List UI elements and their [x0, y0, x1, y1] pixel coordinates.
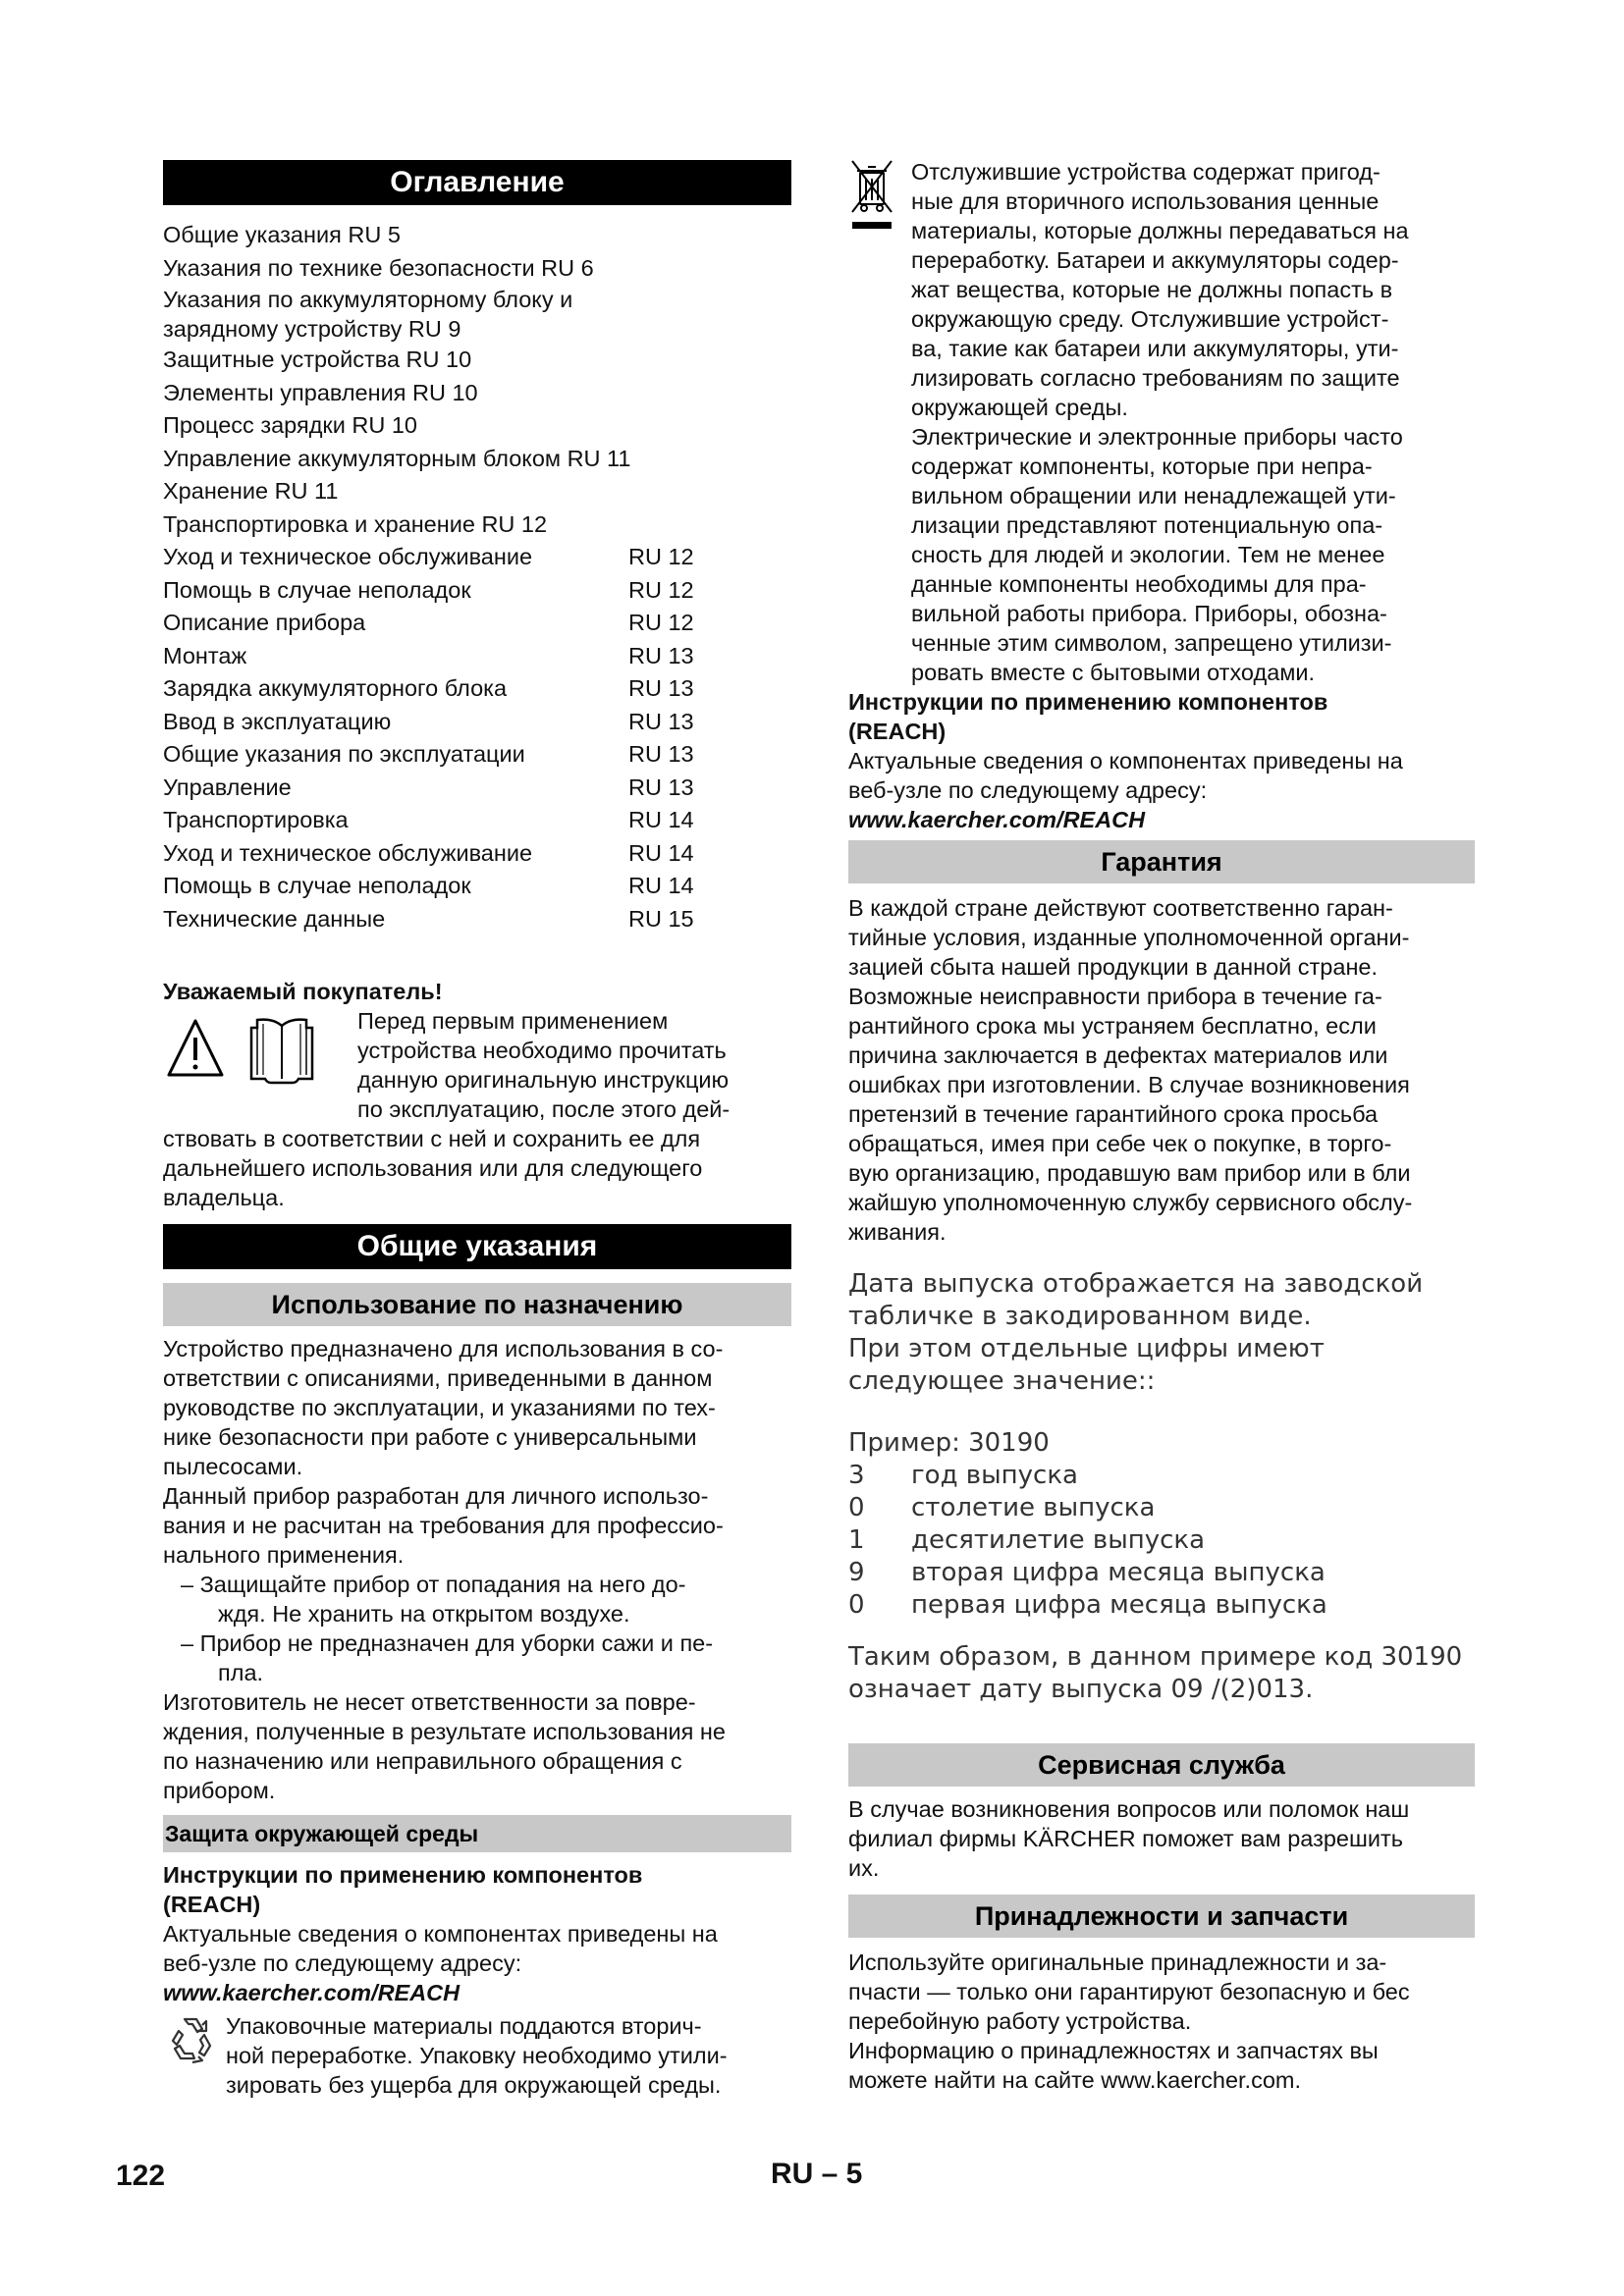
toc-entry[interactable]: [163, 640, 791, 673]
accessories-line: пчасти — только они гарантируют безопасную и бес: [848, 1979, 1410, 2004]
toc-entry-page: RU 13: [628, 741, 694, 767]
reach-line: Актуальные сведения о компонентах приведены на: [848, 748, 1403, 774]
bullet-line: ждя. Не хранить на открытом воздухе.: [218, 1601, 630, 1627]
toc-entry-page: RU 15: [628, 905, 694, 932]
reach-right: [848, 687, 1475, 834]
customer-section: [163, 977, 791, 1212]
accessories-line: Используйте оригинальные принадлежности и за-: [848, 1949, 1387, 1975]
disposal-line: окружающую среду. Отслужившие устройст-: [911, 306, 1389, 332]
warranty-line: жайшую уполномоченную службу сервисного обслу-: [848, 1190, 1413, 1215]
warranty-line: живания.: [848, 1219, 947, 1245]
warranty-line: ошибках при изготовлении. В случае возникновения: [848, 1072, 1410, 1097]
service-title: Сервисная служба: [848, 1743, 1475, 1787]
disposal-line: сность для людей и экологии. Тем не менее: [911, 542, 1385, 567]
reach-line: веб-узле по следующему адресу:: [848, 777, 1208, 803]
date-code-meaning: год выпуска: [911, 1461, 1078, 1490]
toc-entry[interactable]: зарядному устройству RU 9: [163, 316, 461, 342]
date-code-row: [848, 1460, 1475, 1492]
customer-line: устройства необходимо прочитать: [357, 1038, 727, 1063]
toc-entry[interactable]: Указания по технике безопасности RU 6: [163, 254, 594, 281]
disposal-line: переработку. Батареи и аккумуляторы содер-: [911, 247, 1399, 273]
date-code-intro: табличке в закодированном виде.: [848, 1302, 1312, 1331]
service-line: филиал фирмы KÄRCHER поможет вам разрешить: [848, 1826, 1403, 1851]
toc-entry-page: RU 14: [628, 807, 694, 832]
intended-use-title: Использование по назначению: [163, 1283, 791, 1326]
date-code-meaning: первая цифра месяца выпуска: [911, 1590, 1327, 1620]
date-code-row: [848, 1524, 1475, 1557]
toc-entry-title: Общие указания по эксплуатации: [163, 741, 525, 767]
warranty-line: В каждой стране действуют соответственно гаран-: [848, 895, 1393, 921]
disposal-line: Отслужившие устройства содержат пригод-: [911, 159, 1380, 185]
accessories-line: перебойную работу устройства.: [848, 2008, 1192, 2034]
toc-entry[interactable]: Транспортировка и хранение RU 12: [163, 510, 548, 537]
toc-entry-title: Уход и техническое обслуживание: [163, 544, 533, 569]
packaging-line: зировать без ущерба для окружающей среды.: [226, 2072, 722, 2098]
disposal-line: вильном обращении или ненадлежащей ути-: [911, 483, 1396, 508]
toc-entry[interactable]: Защитные устройства RU 10: [163, 347, 472, 372]
reach-heading: Инструкции по применению компонентов: [848, 689, 1328, 715]
toc-title: Оглавление: [163, 160, 791, 205]
toc-entry[interactable]: Процесс зарядки RU 10: [163, 412, 417, 438]
disposal-line: содержат компоненты, которые при непра-: [911, 454, 1373, 479]
toc-entry[interactable]: [163, 772, 791, 805]
toc-entry[interactable]: Указания по аккумуляторному блоку и: [163, 287, 573, 312]
intended-use-line: руководстве по эксплуатации, и указаниями по тех-: [163, 1395, 716, 1420]
customer-line: ствовать в соответствии с ней и сохранить ее для: [163, 1126, 701, 1151]
toc-entry-title: Монтаж: [163, 642, 247, 668]
service-line: В случае возникновения вопросов или поломок наш: [848, 1796, 1410, 1822]
disposal-text: [911, 157, 1409, 687]
date-code-intro: При этом отдельные цифры имеют: [848, 1334, 1325, 1363]
toc-entry[interactable]: [163, 541, 791, 574]
disposal-line: ченные этим символом, запрещено утилизи-: [911, 630, 1392, 656]
toc-entry[interactable]: [163, 837, 791, 871]
intended-use-line: вания и не расчитан на требования для профессио-: [163, 1513, 724, 1538]
date-code-digit: 0: [848, 1590, 865, 1620]
intended-use-line: пылесосами.: [163, 1454, 303, 1479]
packaging-text: [226, 2011, 728, 2100]
date-code-row: [848, 1557, 1475, 1589]
weee-icon-wrap: [848, 157, 911, 687]
reach-line: веб-узле по следующему адресу:: [163, 1950, 522, 1976]
reach-heading: Инструкции по применению компонентов: [163, 1862, 643, 1888]
toc-entry-title: Описание прибора: [163, 610, 366, 635]
packaging-line: ной переработке. Упаковку необходимо утили-: [226, 2043, 728, 2068]
toc-entry[interactable]: Элементы управления RU 10: [163, 379, 478, 405]
date-code-intro: Дата выпуска отображается на заводской: [848, 1269, 1424, 1299]
bullet-line: – Защищайте прибор от попадания на него до-: [181, 1572, 686, 1597]
disposal-line: окружающей среды.: [911, 395, 1128, 420]
intended-use-line: ответствии с описаниями, приведенными в данном: [163, 1365, 713, 1391]
toc-entry-page: RU 12: [628, 610, 694, 635]
date-code-intro: следующее значение::: [848, 1366, 1156, 1396]
date-code-meaning: десятилетие выпуска: [911, 1525, 1206, 1555]
toc-entry-title: Помощь в случае неполадок: [163, 576, 471, 603]
toc-entry[interactable]: Хранение RU 11: [163, 478, 339, 504]
intended-use-line: нального применения.: [163, 1542, 405, 1568]
intended-use-line: по назначению или неправильного обращения с: [163, 1748, 682, 1774]
toc-entry-title: Транспортировка: [163, 807, 349, 832]
service-line: их.: [848, 1855, 880, 1881]
intended-use-line: Устройство предназначено для использования в со-: [163, 1336, 724, 1362]
date-code-digit: 9: [848, 1558, 865, 1587]
toc-entry-title: Зарядка аккумуляторного блока: [163, 675, 508, 701]
accessories-title: Принадлежности и запчасти: [848, 1895, 1475, 1938]
date-code-meaning: столетие выпуска: [911, 1493, 1156, 1522]
intended-use-line: Изготовитель не несет ответственности за повре-: [163, 1689, 696, 1715]
toc-entry[interactable]: [163, 607, 791, 640]
date-code-digit: 1: [848, 1525, 865, 1555]
bullet-line: – Прибор не предназначен для уборки сажи и пе-: [181, 1630, 714, 1656]
warranty-line: претензий в течение гарантийного срока просьба: [848, 1101, 1379, 1127]
accessories-line: Информацию о принадлежностях и запчастях вы: [848, 2038, 1379, 2063]
date-code-example: Пример: 30190: [848, 1428, 1050, 1458]
warranty-line: обращаться, имея при себе чек о покупке, в торго-: [848, 1131, 1392, 1156]
toc-entry[interactable]: [163, 870, 791, 903]
intended-use-line: Данный прибор разработан для личного использо-: [163, 1483, 709, 1509]
toc-entry[interactable]: [163, 804, 791, 837]
date-code-section: [848, 1268, 1475, 1706]
warranty-line: Возможные неисправности прибора в течение га-: [848, 984, 1382, 1009]
toc-entry-title: Помощь в случае неполадок: [163, 873, 471, 898]
disposal-line: материалы, которые должны передаваться на: [911, 218, 1409, 243]
toc-entry-page: RU 13: [628, 642, 694, 668]
page-number: 122: [116, 2160, 166, 2192]
intended-use-line: нике безопасности при работе с универсальными: [163, 1424, 697, 1450]
toc-entry-page: RU 13: [628, 708, 694, 734]
environment-title: Защита окружающей среды: [163, 1815, 791, 1852]
toc-entry[interactable]: Управление аккумуляторным блоком RU 11: [163, 445, 631, 471]
bullet-line: пла.: [218, 1660, 264, 1685]
toc-entry-title: Управление: [163, 774, 292, 800]
toc-table: [163, 541, 791, 935]
disposal-line: лизации представляют потенциальную опа-: [911, 512, 1383, 538]
toc-entry-title: Технические данные: [163, 905, 386, 932]
toc-entry-page: RU 14: [628, 873, 694, 898]
reach-heading: (REACH): [163, 1892, 261, 1917]
customer-line: Перед первым применением: [357, 1008, 669, 1034]
toc-entry-page: RU 14: [628, 839, 694, 866]
toc-entry-page: RU 13: [628, 675, 694, 701]
customer-line: владельца.: [163, 1185, 285, 1210]
toc-entry[interactable]: [163, 738, 791, 772]
date-code-row: [848, 1492, 1475, 1524]
toc-entry-title: Уход и техническое обслуживание: [163, 839, 533, 866]
packaging-line: Упаковочные материалы поддаются вторич-: [226, 2013, 702, 2039]
disposal-line: лизировать согласно требованиям по защите: [911, 365, 1400, 391]
recycle-icon: [163, 2011, 218, 2066]
disposal-line: вильной работы прибора. Приборы, обозна-: [911, 601, 1387, 626]
left-column: [163, 160, 791, 2100]
toc-entry[interactable]: [163, 903, 791, 936]
intended-use-line: ждения, полученные в результате использования не: [163, 1719, 726, 1744]
toc-entry[interactable]: [163, 574, 791, 608]
crossed-bin-icon: [848, 157, 895, 234]
warranty-line: вую организацию, продавшую вам прибор или в бли: [848, 1160, 1411, 1186]
customer-text-right: [357, 1006, 730, 1124]
intended-use-line: прибором.: [163, 1778, 276, 1803]
warranty-line: причина заключается в дефектах материалов или: [848, 1042, 1388, 1068]
disposal-line: ные для вторичного использования ценные: [911, 188, 1380, 214]
customer-heading: Уважаемый покупатель!: [163, 979, 443, 1004]
date-code-conclusion: Таким образом, в данном примере код 30190: [848, 1642, 1463, 1672]
warning-read-manual-icon: [163, 1006, 357, 1124]
disposal-line: ровать вместе с бытовыми отходами.: [911, 660, 1316, 685]
service-body: [848, 1794, 1475, 1883]
lang-page-number: RU – 5: [771, 2158, 863, 2190]
disposal-line: жат вещества, которые не должны попасть в: [911, 277, 1393, 302]
right-column: [848, 157, 1475, 2095]
accessories-body: [848, 1948, 1475, 2095]
warranty-line: зацией сбыта нашей продукции в данной стране.: [848, 954, 1379, 980]
accessories-line: можете найти на сайте www.kaercher.com.: [848, 2067, 1302, 2093]
toc-entry-page: RU 13: [628, 774, 694, 800]
warranty-body: [848, 893, 1475, 1247]
customer-line: по эксплуатацию, после этого дей-: [357, 1096, 731, 1122]
toc-entry[interactable]: [163, 706, 791, 739]
toc-entry[interactable]: Общие указания RU 5: [163, 222, 401, 247]
customer-line: дальнейшего использования или для следующего: [163, 1155, 703, 1181]
customer-line: данную оригинальную инструкцию: [357, 1067, 730, 1093]
reach-link[interactable]: www.kaercher.com/REACH: [848, 807, 1146, 832]
toc-simple-list: [163, 219, 791, 541]
reach-heading: (REACH): [848, 719, 947, 744]
general-title: Общие указания: [163, 1224, 791, 1269]
disposal-line: данные компоненты необходимы для пра-: [911, 571, 1367, 597]
intended-use-body: [163, 1334, 791, 1805]
warranty-line: рантийного срока мы устраняем бесплатно, если: [848, 1013, 1377, 1039]
toc-entry[interactable]: [163, 672, 791, 706]
warranty-title: Гарантия: [848, 840, 1475, 883]
disposal-line: Электрические и электронные приборы часто: [911, 424, 1403, 450]
manual-icons: [163, 1006, 357, 1124]
disposal-line: ва, такие как батареи или аккумуляторы, ути-: [911, 336, 1399, 361]
toc-entry-page: RU 12: [628, 544, 694, 569]
date-code-digit: 3: [848, 1461, 865, 1490]
toc-entry-page: RU 12: [628, 576, 694, 603]
reach-line: Актуальные сведения о компонентах приведены на: [163, 1921, 718, 1947]
warranty-line: тийные условия, изданные уполномоченной органи-: [848, 925, 1410, 950]
date-code-digit: 0: [848, 1493, 865, 1522]
disposal-section: [848, 157, 1475, 687]
date-code-meaning: вторая цифра месяца выпуска: [911, 1558, 1326, 1587]
recycle-icon-wrap: [163, 2011, 226, 2100]
reach-link[interactable]: www.kaercher.com/REACH: [163, 1980, 460, 2005]
date-code-conclusion: означает дату выпуска 09 /(2)013.: [848, 1675, 1314, 1704]
environment-body: [163, 1860, 791, 2100]
date-code-row: [848, 1589, 1475, 1622]
toc-entry-title: Ввод в эксплуатацию: [163, 708, 392, 734]
